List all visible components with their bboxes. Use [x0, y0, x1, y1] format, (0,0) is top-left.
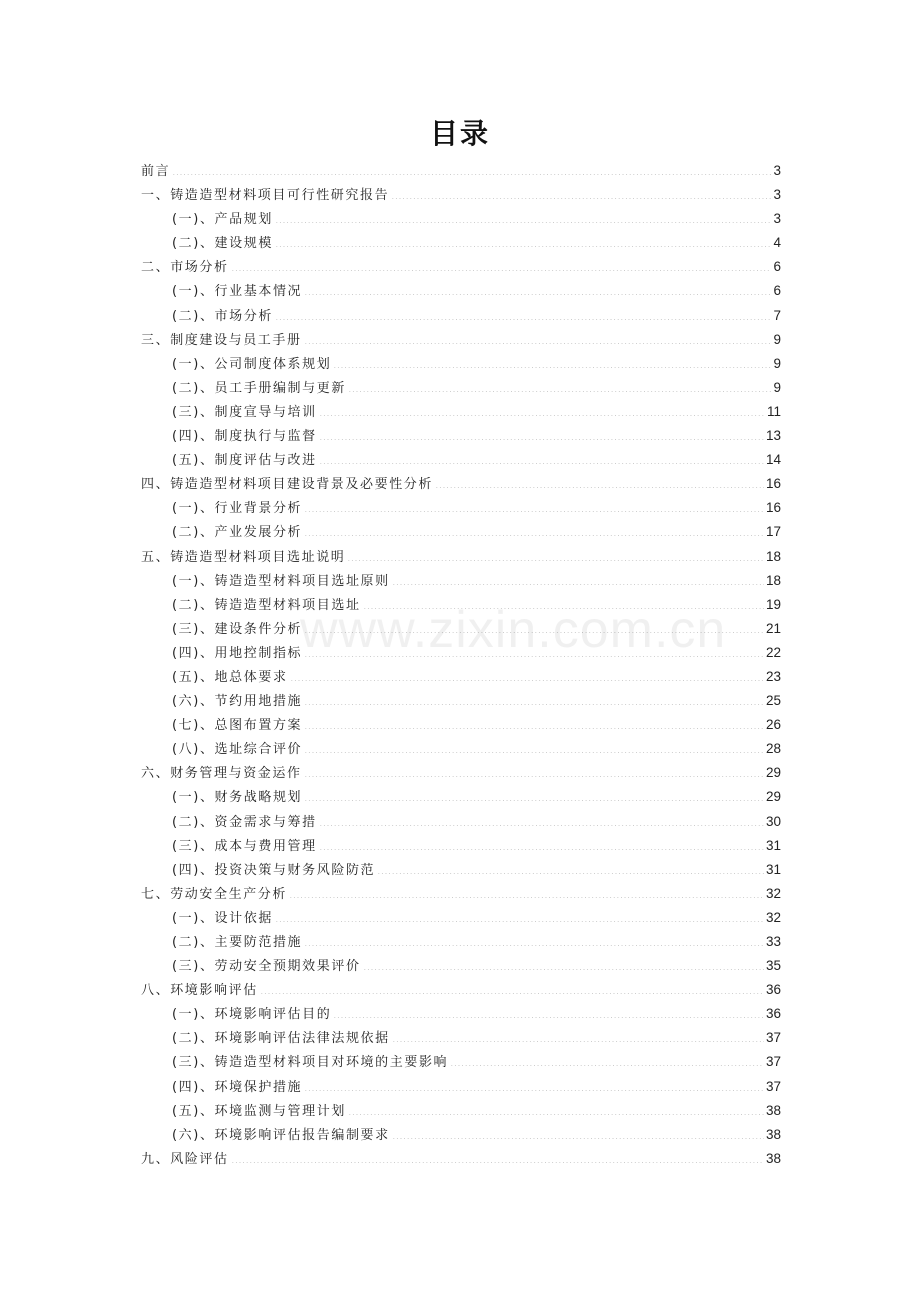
toc-entry-label: (四)、投资决策与财务风险防范: [172, 862, 376, 878]
toc-dot-leader: [377, 864, 764, 874]
toc-entry[interactable]: [141, 979, 781, 1003]
toc-entry[interactable]: [141, 859, 781, 883]
toc-entry-label: (七)、总图布置方案: [172, 718, 303, 734]
toc-entry-label: (一)、环境影响评估目的: [172, 1007, 332, 1023]
toc-entry-label: (二)、铸造造型材料项目选址: [172, 597, 361, 613]
toc-entry[interactable]: [141, 883, 781, 907]
toc-entry-label: (一)、财务战略规划: [172, 790, 303, 806]
toc-entry-page-number: 31: [765, 837, 781, 853]
toc-entry[interactable]: [141, 618, 781, 642]
toc-entry-page-number: 36: [765, 982, 781, 998]
toc-entry-page-number: 9: [773, 331, 781, 347]
toc-entry[interactable]: [141, 353, 781, 377]
toc-entry[interactable]: [141, 594, 781, 618]
toc-entry[interactable]: [141, 449, 781, 473]
toc-entry-page-number: 3: [773, 163, 781, 178]
toc-dot-leader: [304, 623, 764, 633]
table-of-contents: [141, 160, 781, 1172]
toc-dot-leader: [304, 502, 764, 512]
toc-entry[interactable]: [141, 907, 781, 931]
toc-entry[interactable]: [141, 329, 781, 353]
toc-entry-label: (三)、成本与费用管理: [172, 838, 317, 854]
toc-entry-label: 一、铸造造型材料项目可行性研究报告: [141, 188, 390, 204]
toc-entry[interactable]: [141, 521, 781, 545]
toc-entry-label: (一)、产品规划: [172, 212, 273, 228]
toc-dot-leader: [319, 454, 764, 464]
toc-dot-leader: [363, 599, 764, 609]
toc-entry[interactable]: [141, 473, 781, 497]
toc-entry[interactable]: [141, 256, 781, 280]
toc-dot-leader: [363, 960, 764, 970]
toc-dot-leader: [333, 358, 771, 368]
toc-entry[interactable]: [141, 835, 781, 859]
toc-entry[interactable]: [141, 1148, 781, 1172]
toc-entry[interactable]: [141, 786, 781, 810]
toc-entry[interactable]: [141, 401, 781, 425]
toc-entry-page-number: 25: [765, 693, 781, 709]
toc-entry-label: (六)、环境影响评估报告编制要求: [172, 1127, 390, 1143]
toc-dot-leader: [392, 1129, 764, 1139]
toc-entry-label: (二)、产业发展分析: [172, 525, 303, 541]
toc-entry[interactable]: [141, 232, 781, 256]
toc-dot-leader: [231, 261, 772, 271]
toc-entry[interactable]: [141, 762, 781, 786]
toc-dot-leader: [319, 840, 764, 850]
toc-entry-label: (一)、铸造造型材料项目选址原则: [172, 573, 390, 589]
toc-entry-page-number: 33: [765, 934, 781, 949]
toc-entry-page-number: 11: [766, 403, 781, 419]
toc-entry-page-number: 37: [765, 1030, 781, 1046]
toc-entry[interactable]: [141, 931, 781, 955]
toc-entry-label: 九、风险评估: [141, 1151, 229, 1167]
toc-entry-page-number: 6: [773, 259, 781, 275]
toc-entry-page-number: 38: [765, 1126, 781, 1142]
toc-entry-label: (一)、行业背景分析: [172, 501, 303, 517]
toc-entry-page-number: 38: [765, 1150, 781, 1166]
toc-dot-leader: [392, 575, 764, 585]
toc-entry-label: (二)、市场分析: [172, 308, 273, 324]
toc-entry[interactable]: [141, 184, 781, 208]
toc-entry[interactable]: [141, 690, 781, 714]
toc-entry-label: 二、市场分析: [141, 260, 229, 276]
toc-dot-leader: [275, 237, 772, 247]
toc-entry-label: (二)、员工手册编制与更新: [172, 380, 346, 396]
toc-entry-page-number: 37: [765, 1054, 781, 1070]
toc-entry[interactable]: [141, 1003, 781, 1027]
toc-entry-label: (三)、劳动安全预期效果评价: [172, 959, 361, 975]
toc-entry-page-number: 19: [765, 596, 781, 612]
toc-entry-label: (六)、节约用地措施: [172, 694, 303, 710]
toc-dot-leader: [348, 1105, 764, 1115]
toc-entry[interactable]: [141, 1124, 781, 1148]
toc-entry[interactable]: [141, 1027, 781, 1051]
toc-dot-leader: [304, 791, 764, 801]
toc-entry-page-number: 14: [765, 452, 781, 468]
toc-dot-leader: [348, 382, 772, 392]
toc-entry-label: (三)、制度宣导与培训: [172, 404, 317, 420]
toc-entry-page-number: 9: [773, 379, 781, 395]
toc-dot-leader: [260, 984, 764, 994]
toc-dot-leader: [172, 165, 771, 175]
toc-entry[interactable]: [141, 546, 781, 570]
toc-entry-label: (二)、环境影响评估法律法规依据: [172, 1031, 390, 1047]
toc-entry-page-number: 23: [765, 668, 781, 684]
toc-entry[interactable]: [141, 955, 781, 979]
toc-entry-label: (四)、制度执行与监督: [172, 429, 317, 445]
toc-entry-page-number: 32: [765, 909, 781, 925]
toc-entry[interactable]: [141, 377, 781, 401]
toc-entry-label: 六、财务管理与资金运作: [141, 766, 302, 782]
toc-entry-page-number: 22: [765, 644, 781, 660]
toc-entry-page-number: 18: [765, 548, 781, 564]
toc-entry-label: (三)、建设条件分析: [172, 621, 303, 637]
toc-entry[interactable]: [141, 425, 781, 449]
toc-dot-leader: [304, 285, 771, 295]
toc-entry-page-number: 28: [765, 741, 781, 757]
toc-entry-label: (五)、制度评估与改进: [172, 453, 317, 469]
toc-entry-page-number: 18: [765, 572, 781, 588]
toc-entry[interactable]: [141, 305, 781, 329]
toc-entry-label: (二)、建设规模: [172, 236, 273, 252]
toc-entry-page-number: 32: [765, 885, 781, 901]
toc-dot-leader: [289, 888, 764, 898]
toc-entry-label: 七、劳动安全生产分析: [141, 886, 288, 902]
toc-dot-leader: [304, 719, 764, 729]
toc-dot-leader: [304, 743, 764, 753]
toc-entry-label: (一)、行业基本情况: [172, 284, 303, 300]
toc-entry-label: 前言: [141, 164, 171, 179]
toc-entry-label: 八、环境影响评估: [141, 983, 258, 999]
toc-entry[interactable]: [141, 811, 781, 835]
toc-entry-label: (五)、环境监测与管理计划: [172, 1103, 346, 1119]
toc-entry-page-number: 30: [765, 813, 781, 829]
toc-entry[interactable]: [141, 280, 781, 304]
toc-entry-page-number: 37: [765, 1078, 781, 1094]
toc-dot-leader: [319, 406, 765, 416]
toc-dot-leader: [304, 936, 764, 946]
toc-entry[interactable]: [141, 208, 781, 232]
toc-entry-page-number: 31: [765, 861, 781, 877]
toc-dot-leader: [304, 695, 764, 705]
toc-entry-label: (三)、铸造造型材料项目对环境的主要影响: [172, 1055, 449, 1071]
toc-entry-label: (二)、资金需求与筹措: [172, 814, 317, 830]
toc-dot-leader: [347, 551, 764, 561]
toc-entry[interactable]: [141, 666, 781, 690]
toc-entry-page-number: 6: [773, 283, 781, 299]
toc-dot-leader: [392, 1032, 764, 1042]
toc-entry-label: (八)、选址综合评价: [172, 742, 303, 758]
toc-entry-label: (二)、主要防范措施: [172, 935, 303, 950]
toc-dot-leader: [304, 647, 764, 657]
toc-dot-leader: [319, 816, 764, 826]
toc-entry-label: 五、铸造造型材料项目选址说明: [141, 549, 346, 565]
toc-entry-page-number: 35: [765, 958, 781, 974]
toc-dot-leader: [275, 310, 772, 320]
toc-dot-leader: [290, 671, 764, 681]
toc-entry-page-number: 29: [765, 789, 781, 805]
toc-entry-label: (四)、环境保护措施: [172, 1079, 303, 1095]
toc-entry-page-number: 26: [765, 717, 781, 733]
toc-entry-page-number: 7: [773, 307, 781, 323]
toc-dot-leader: [231, 1153, 764, 1163]
toc-entry-page-number: 17: [765, 524, 781, 540]
toc-entry-page-number: 29: [765, 765, 781, 781]
toc-dot-leader: [304, 1081, 764, 1091]
toc-dot-leader: [304, 334, 772, 344]
toc-entry-label: (一)、设计依据: [172, 910, 273, 926]
toc-entry-page-number: 4: [773, 235, 781, 251]
toc-dot-leader: [275, 912, 764, 922]
toc-entry-page-number: 21: [765, 620, 781, 636]
toc-entry-label: (四)、用地控制指标: [172, 645, 303, 661]
toc-entry[interactable]: [141, 738, 781, 762]
toc-entry-label: (一)、公司制度体系规划: [172, 356, 332, 372]
toc-entry-page-number: 3: [773, 211, 781, 227]
toc-entry-page-number: 38: [765, 1102, 781, 1118]
toc-entry[interactable]: [141, 714, 781, 738]
toc-dot-leader: [304, 767, 764, 777]
toc-entry-page-number: 16: [765, 476, 781, 492]
toc-entry[interactable]: [141, 570, 781, 594]
toc-entry-label: 三、制度建设与员工手册: [141, 332, 302, 348]
toc-entry[interactable]: [141, 1076, 781, 1100]
toc-dot-leader: [450, 1056, 764, 1066]
toc-entry[interactable]: [141, 497, 781, 521]
toc-entry[interactable]: [141, 642, 781, 666]
toc-dot-leader: [304, 526, 764, 536]
toc-entry-page-number: 13: [765, 428, 781, 444]
toc-entry-page-number: 36: [765, 1006, 781, 1022]
toc-title: 目录: [429, 117, 490, 150]
toc-entry-label: (五)、地总体要求: [172, 669, 288, 685]
toc-entry-page-number: 9: [773, 355, 781, 371]
toc-dot-leader: [391, 189, 771, 199]
toc-entry-page-number: 3: [773, 187, 781, 203]
toc-dot-leader: [333, 1008, 764, 1018]
toc-dot-leader: [319, 430, 764, 440]
toc-entry[interactable]: [141, 1051, 781, 1075]
toc-entry-label: 四、铸造造型材料项目建设背景及必要性分析: [141, 477, 434, 493]
toc-entry-page-number: 16: [765, 500, 781, 516]
toc-entry[interactable]: [141, 1100, 781, 1124]
toc-dot-leader: [435, 478, 764, 488]
toc-entry[interactable]: [141, 160, 781, 184]
toc-dot-leader: [275, 213, 772, 223]
